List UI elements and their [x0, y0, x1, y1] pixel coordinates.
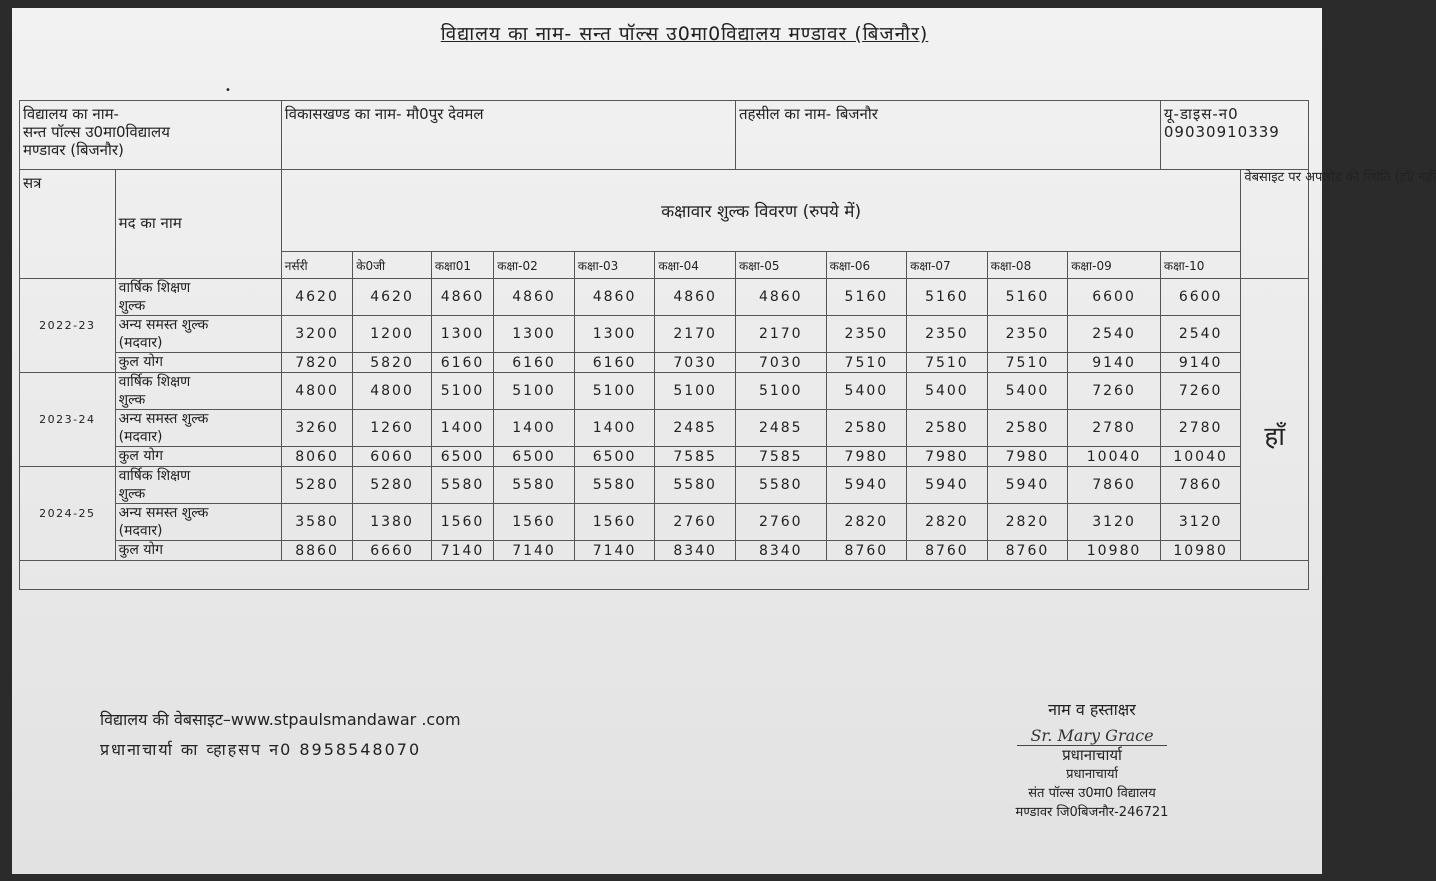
- fee-value-cell: 5160: [826, 279, 907, 316]
- fee-value-cell: 7820: [281, 353, 352, 373]
- fee-value-cell: 2580: [826, 410, 907, 447]
- fee-value-cell: 2580: [987, 410, 1068, 447]
- stamp-line-2: प्रधानाचार्या: [1066, 767, 1118, 782]
- fee-value-cell: 1260: [353, 410, 432, 447]
- fee-value-cell: 7260: [1160, 373, 1241, 410]
- fee-item-name: कुल योग: [118, 354, 163, 370]
- fee-value-cell: 2540: [1068, 316, 1161, 353]
- fee-value-cell: 2540: [1160, 316, 1241, 353]
- fee-table: [19, 100, 1436, 590]
- fee-item-cell: [115, 353, 281, 373]
- fee-value-cell: 10040: [1160, 447, 1241, 467]
- fee-value-cell: 8860: [281, 541, 352, 561]
- fee-value-cell: 4860: [735, 279, 826, 316]
- session-cell: 2023-24: [20, 373, 116, 467]
- fee-item-name: वार्षिक शिक्षण: [118, 280, 191, 296]
- fee-row: [20, 541, 1309, 561]
- class-header-cell: कक्षा-07: [907, 252, 988, 279]
- fee-item-name-cont: (मदवार): [118, 523, 163, 539]
- fee-value-cell: 6500: [494, 447, 575, 467]
- fee-value-cell: 8760: [987, 541, 1068, 561]
- fee-value-cell: 7140: [574, 541, 655, 561]
- fee-value-cell: 3260: [281, 410, 352, 447]
- fee-value-cell: 5580: [494, 467, 575, 504]
- fee-row: [20, 504, 1309, 541]
- fee-value-cell: 2760: [735, 504, 826, 541]
- fee-item-cell: [115, 279, 281, 316]
- fee-value-cell: 9140: [1068, 353, 1161, 373]
- class-header-cell: कक्षा-08: [987, 252, 1068, 279]
- fee-value-cell: 7510: [987, 353, 1068, 373]
- fee-value-cell: 2485: [655, 410, 736, 447]
- fee-item-cell: [115, 504, 281, 541]
- fee-value-cell: 7510: [826, 353, 907, 373]
- fee-value-cell: 4860: [655, 279, 736, 316]
- school-website: विद्यालय की वेबसाइट–www.stpaulsmandawar .com: [100, 710, 461, 729]
- class-header-cell: कक्षा-02: [494, 252, 575, 279]
- fee-value-cell: 7585: [735, 447, 826, 467]
- fee-value-cell: 2170: [655, 316, 736, 353]
- fee-value-cell: 5100: [574, 373, 655, 410]
- ink-dot: •: [225, 85, 231, 96]
- fee-value-cell: 8760: [826, 541, 907, 561]
- fee-item-name: वार्षिक शिक्षण: [118, 468, 191, 484]
- class-header-cell: कक्षा-04: [655, 252, 736, 279]
- fee-value-cell: 4800: [281, 373, 352, 410]
- fee-value-cell: 5580: [574, 467, 655, 504]
- fee-value-cell: 4620: [353, 279, 432, 316]
- fee-value-cell: 1400: [494, 410, 575, 447]
- handwritten-signature: Sr. Mary Grace: [1017, 726, 1167, 746]
- fee-value-cell: 5100: [655, 373, 736, 410]
- class-header-cell: कक्षा-09: [1068, 252, 1161, 279]
- udise-cell: [1160, 101, 1308, 170]
- fee-value-cell: 5940: [907, 467, 988, 504]
- session-header: सत्र: [20, 170, 116, 279]
- school-name-place: मण्डावर (बिजनौर): [23, 141, 124, 159]
- fee-value-cell: 1300: [574, 316, 655, 353]
- fee-item-cell: [115, 447, 281, 467]
- fee-value-cell: 6060: [353, 447, 432, 467]
- school-name-cell: [20, 101, 282, 170]
- signature-block: [977, 698, 1207, 822]
- fee-value-cell: 2350: [907, 316, 988, 353]
- fee-value-cell: 1560: [494, 504, 575, 541]
- fee-value-cell: 2760: [655, 504, 736, 541]
- fee-value-cell: 5580: [735, 467, 826, 504]
- blank-row: [20, 561, 1309, 590]
- fee-value-cell: 7980: [826, 447, 907, 467]
- fee-row: [20, 373, 1309, 410]
- fee-value-cell: 5100: [431, 373, 493, 410]
- fee-value-cell: 5100: [494, 373, 575, 410]
- fee-value-cell: 7140: [494, 541, 575, 561]
- fee-value-cell: 5940: [987, 467, 1068, 504]
- fee-value-cell: 4860: [431, 279, 493, 316]
- principal-whatsapp: प्रधानाचार्या का व्हाहसप न0 8958548070: [100, 740, 422, 759]
- class-header-cell: कक्षा-05: [735, 252, 826, 279]
- fee-value-cell: 7585: [655, 447, 736, 467]
- class-header-cell: कक्षा01: [431, 252, 493, 279]
- stamp-line-3: संत पॉल्स उ0मा0 विद्यालय: [1028, 786, 1156, 801]
- fee-value-cell: 7860: [1068, 467, 1161, 504]
- fee-item-name-cont: शुल्क: [118, 298, 146, 314]
- stamp-line-4: मण्डावर जि0बिजनौर-246721: [1015, 805, 1169, 820]
- fee-value-cell: 6160: [431, 353, 493, 373]
- stamp-line-1: प्रधानाचार्या: [1062, 746, 1122, 764]
- fee-row: [20, 279, 1309, 316]
- fee-item-cell: [115, 316, 281, 353]
- fee-value-cell: 5280: [281, 467, 352, 504]
- fee-value-cell: 6600: [1160, 279, 1241, 316]
- fee-value-cell: 5400: [826, 373, 907, 410]
- fee-row: [20, 467, 1309, 504]
- sign-heading: नाम व हस्ताक्षर: [1048, 700, 1136, 719]
- document-sheet: [12, 8, 1436, 874]
- fee-value-cell: 1560: [574, 504, 655, 541]
- fee-value-cell: 4620: [281, 279, 352, 316]
- fee-value-cell: 8060: [281, 447, 352, 467]
- footer-contact: [100, 705, 461, 765]
- fee-value-cell: 5400: [987, 373, 1068, 410]
- fee-value-cell: 7980: [907, 447, 988, 467]
- fee-row: [20, 353, 1309, 373]
- fee-value-cell: 5940: [826, 467, 907, 504]
- fee-item-cell: [115, 541, 281, 561]
- fee-table-title: कक्षावार शुल्क विवरण (रुपये में): [281, 170, 1241, 252]
- fee-value-cell: 7140: [431, 541, 493, 561]
- session-cell: 2022-23: [20, 279, 116, 373]
- fee-value-cell: 2170: [735, 316, 826, 353]
- tehsil-name-cell: तहसील का नाम- बिजनौर: [735, 101, 1160, 170]
- fee-value-cell: 4860: [494, 279, 575, 316]
- fee-value-cell: 4800: [353, 373, 432, 410]
- fee-item-name: वार्षिक शिक्षण: [118, 374, 191, 390]
- fee-value-cell: 5280: [353, 467, 432, 504]
- class-header-cell: कक्षा-03: [574, 252, 655, 279]
- fee-value-cell: 1300: [431, 316, 493, 353]
- fee-value-cell: 7510: [907, 353, 988, 373]
- fee-value-cell: 10040: [1068, 447, 1161, 467]
- fee-value-cell: 5100: [735, 373, 826, 410]
- fee-value-cell: 4860: [574, 279, 655, 316]
- blank-cell: [20, 561, 1309, 590]
- fee-value-cell: 2780: [1068, 410, 1161, 447]
- udise-label: यू-डाइस-न0: [1163, 105, 1239, 123]
- fee-item-cell: [115, 467, 281, 504]
- fee-item-name-cont: (मदवार): [118, 429, 163, 445]
- fee-row: [20, 316, 1309, 353]
- fee-value-cell: 6660: [353, 541, 432, 561]
- fee-value-cell: 5400: [907, 373, 988, 410]
- fee-value-cell: 3120: [1068, 504, 1161, 541]
- fee-value-cell: 6160: [574, 353, 655, 373]
- upload-status: हाँ: [1264, 421, 1285, 452]
- fee-value-cell: 5580: [655, 467, 736, 504]
- fee-item-name-cont: शुल्क: [118, 392, 146, 408]
- fee-item-cell: [115, 410, 281, 447]
- fee-value-cell: 1380: [353, 504, 432, 541]
- fee-item-name: अन्य समस्त शुल्क: [118, 411, 209, 427]
- fee-value-cell: 2485: [735, 410, 826, 447]
- fee-value-cell: 10980: [1160, 541, 1241, 561]
- fee-value-cell: 3580: [281, 504, 352, 541]
- fee-value-cell: 7030: [655, 353, 736, 373]
- principal-stamp: [977, 746, 1207, 822]
- fee-value-cell: 2820: [907, 504, 988, 541]
- fee-value-cell: 1200: [353, 316, 432, 353]
- fee-value-cell: 8760: [907, 541, 988, 561]
- website-upload-header: वेबसाइट पर अपलोड की स्थिति (हाँ/ नहीं: [1241, 170, 1309, 279]
- fee-value-cell: 2350: [987, 316, 1068, 353]
- fee-value-cell: 6160: [494, 353, 575, 373]
- class-header-cell: नर्सरी: [281, 252, 352, 279]
- fee-row: [20, 447, 1309, 467]
- fee-value-cell: 10980: [1068, 541, 1161, 561]
- class-header-cell: कक्षा-06: [826, 252, 907, 279]
- fee-value-cell: 7260: [1068, 373, 1161, 410]
- fee-value-cell: 5160: [987, 279, 1068, 316]
- block-name-cell: विकासखण्ड का नाम- मौ0पुर देवमल: [281, 101, 735, 170]
- info-row: [20, 101, 1309, 170]
- fee-item-name: कुल योग: [118, 448, 163, 464]
- fee-value-cell: 1560: [431, 504, 493, 541]
- document-title: विद्यालय का नाम- सन्त पॉल्स उ0मा0विद्यालय मण्डावर (बिजनौर): [440, 23, 929, 45]
- fee-value-cell: 2350: [826, 316, 907, 353]
- fee-value-cell: 6500: [574, 447, 655, 467]
- fee-value-cell: 5160: [907, 279, 988, 316]
- class-header-cell: कक्षा-10: [1160, 252, 1241, 279]
- fee-value-cell: 3200: [281, 316, 352, 353]
- school-name-value: सन्त पॉल्स उ0मा0विद्यालय: [23, 123, 170, 141]
- school-name-label: विद्यालय का नाम-: [23, 105, 119, 123]
- fee-value-cell: 2820: [987, 504, 1068, 541]
- fee-value-cell: 2580: [907, 410, 988, 447]
- fee-value-cell: 7980: [987, 447, 1068, 467]
- fee-value-cell: 6500: [431, 447, 493, 467]
- fee-value-cell: 2780: [1160, 410, 1241, 447]
- item-header-label: मद का नाम: [118, 214, 182, 232]
- fee-value-cell: 7860: [1160, 467, 1241, 504]
- item-header: [115, 170, 281, 279]
- fee-value-cell: 6600: [1068, 279, 1161, 316]
- fee-item-name: अन्य समस्त शुल्क: [118, 505, 209, 521]
- fee-value-cell: 5820: [353, 353, 432, 373]
- session-cell: 2024-25: [20, 467, 116, 561]
- fee-item-name-cont: (मदवार): [118, 335, 163, 351]
- fee-item-name: कुल योग: [118, 542, 163, 558]
- fee-value-cell: 2820: [826, 504, 907, 541]
- fee-value-cell: 3120: [1160, 504, 1241, 541]
- fee-row: [20, 410, 1309, 447]
- fee-item-cell: [115, 373, 281, 410]
- fee-value-cell: 5580: [431, 467, 493, 504]
- fee-header-row: [20, 170, 1309, 252]
- fee-item-name: अन्य समस्त शुल्क: [118, 317, 209, 333]
- fee-value-cell: 1300: [494, 316, 575, 353]
- fee-value-cell: 8340: [655, 541, 736, 561]
- fee-value-cell: 8340: [735, 541, 826, 561]
- fee-value-cell: 1400: [431, 410, 493, 447]
- fee-value-cell: 7030: [735, 353, 826, 373]
- fee-value-cell: 1400: [574, 410, 655, 447]
- fee-value-cell: 9140: [1160, 353, 1241, 373]
- upload-status-cell: [1241, 279, 1309, 561]
- udise-value: 09030910339: [1163, 123, 1280, 141]
- class-header-cell: के0जी: [353, 252, 432, 279]
- fee-item-name-cont: शुल्क: [118, 486, 146, 502]
